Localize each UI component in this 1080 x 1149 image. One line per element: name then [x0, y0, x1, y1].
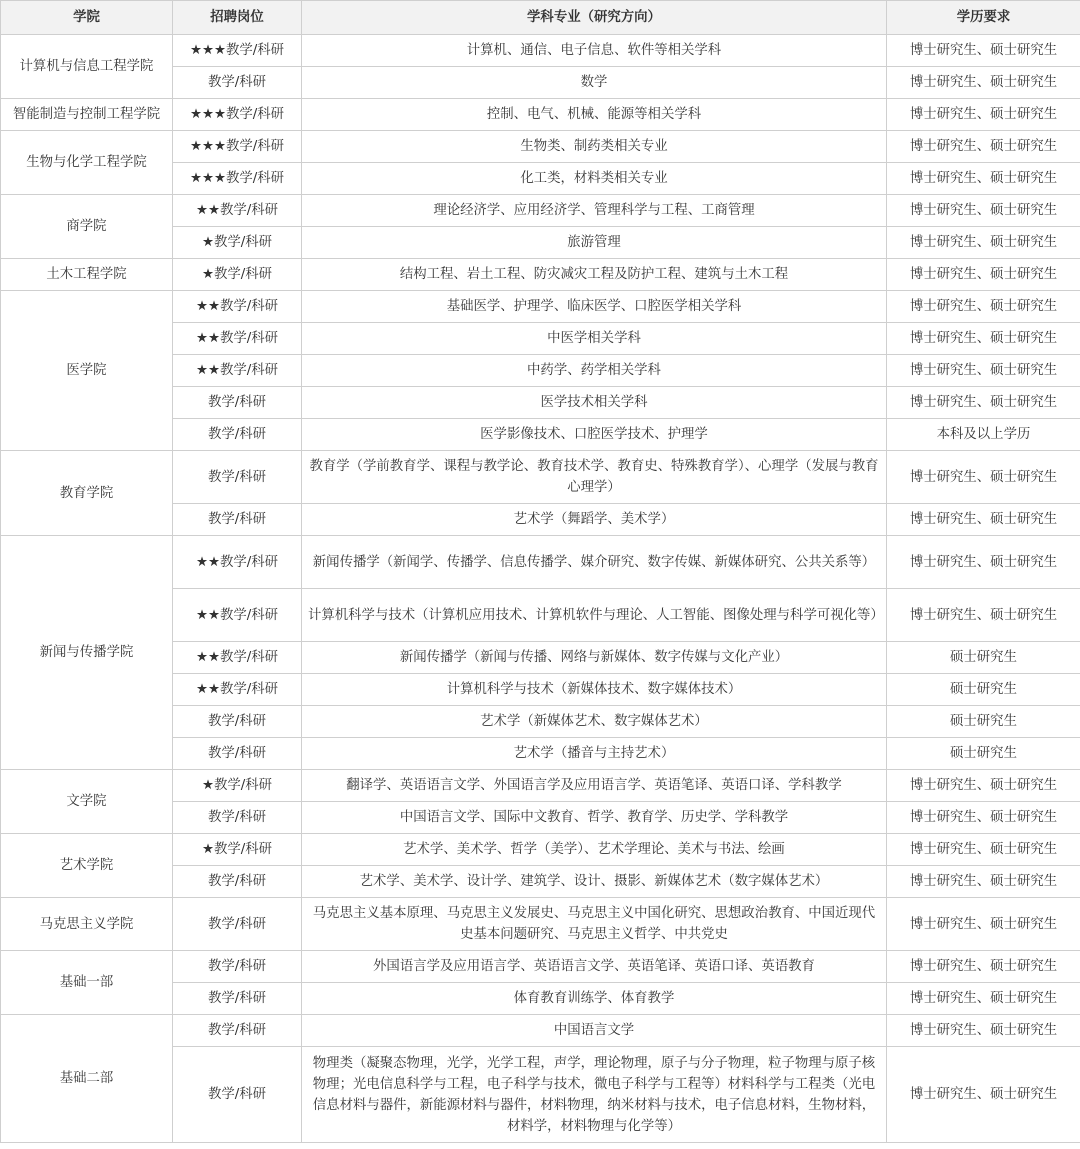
major-cell: 理论经济学、应用经济学、管理科学与工程、工商管理	[302, 195, 887, 227]
major-cell: 艺术学（播音与主持艺术）	[302, 738, 887, 770]
post-cell: ★★教学/科研	[173, 642, 302, 674]
post-cell: 教学/科研	[173, 898, 302, 951]
post-cell: ★★★教学/科研	[173, 163, 302, 195]
header-row	[1, 1, 1080, 35]
education-cell: 博士研究生、硕士研究生	[887, 983, 1080, 1015]
major-cell: 控制、电气、机械、能源等相关学科	[302, 99, 887, 131]
college-cell: 文学院	[1, 770, 173, 834]
post-cell: ★★教学/科研	[173, 674, 302, 706]
major-cell: 艺术学（新媒体艺术、数字媒体艺术）	[302, 706, 887, 738]
college-cell: 新闻与传播学院	[1, 536, 173, 770]
post-cell: 教学/科研	[173, 1047, 302, 1143]
education-cell: 博士研究生、硕士研究生	[887, 770, 1080, 802]
education-cell: 博士研究生、硕士研究生	[887, 951, 1080, 983]
table-row	[1, 99, 1080, 131]
education-cell: 博士研究生、硕士研究生	[887, 802, 1080, 834]
major-cell: 艺术学、美术学、哲学（美学）、艺术学理论、美术与书法、绘画	[302, 834, 887, 866]
major-cell: 基础医学、护理学、临床医学、口腔医学相关学科	[302, 291, 887, 323]
table-row	[1, 451, 1080, 504]
education-cell: 博士研究生、硕士研究生	[887, 898, 1080, 951]
table-body	[1, 35, 1080, 1143]
major-cell: 新闻传播学（新闻学、传播学、信息传播学、媒介研究、数字传媒、新媒体研究、公共关系等）	[302, 536, 887, 589]
education-cell: 博士研究生、硕士研究生	[887, 355, 1080, 387]
major-cell: 中国语言文学	[302, 1015, 887, 1047]
education-cell: 博士研究生、硕士研究生	[887, 35, 1080, 67]
post-cell: ★★教学/科研	[173, 195, 302, 227]
post-cell: 教学/科研	[173, 387, 302, 419]
major-cell: 计算机、通信、电子信息、软件等相关学科	[302, 35, 887, 67]
post-cell: 教学/科研	[173, 451, 302, 504]
education-cell: 博士研究生、硕士研究生	[887, 227, 1080, 259]
college-cell: 基础一部	[1, 951, 173, 1015]
college-cell: 生物与化学工程学院	[1, 131, 173, 195]
major-cell: 旅游管理	[302, 227, 887, 259]
college-cell: 基础二部	[1, 1015, 173, 1143]
college-cell: 艺术学院	[1, 834, 173, 898]
post-cell: 教学/科研	[173, 1015, 302, 1047]
header-major: 学科专业（研究方向）	[302, 1, 887, 35]
major-cell: 生物类、制药类相关专业	[302, 131, 887, 163]
major-cell: 计算机科学与技术（计算机应用技术、计算机软件与理论、人工智能、图像处理与科学可视化等）	[302, 589, 887, 642]
post-cell: 教学/科研	[173, 951, 302, 983]
major-cell: 中药学、药学相关学科	[302, 355, 887, 387]
education-cell: 博士研究生、硕士研究生	[887, 1015, 1080, 1047]
post-cell: ★★教学/科研	[173, 291, 302, 323]
post-cell: ★教学/科研	[173, 834, 302, 866]
college-cell: 医学院	[1, 291, 173, 451]
education-cell: 博士研究生、硕士研究生	[887, 504, 1080, 536]
post-cell: 教学/科研	[173, 67, 302, 99]
education-cell: 博士研究生、硕士研究生	[887, 451, 1080, 504]
major-cell: 教育学（学前教育学、课程与教学论、教育技术学、教育史、特殊教育学）、心理学（发展与教育心理学）	[302, 451, 887, 504]
post-cell: ★★教学/科研	[173, 355, 302, 387]
college-cell: 智能制造与控制工程学院	[1, 99, 173, 131]
major-cell: 化工类，材料类相关专业	[302, 163, 887, 195]
header-education: 学历要求	[887, 1, 1080, 35]
post-cell: 教学/科研	[173, 802, 302, 834]
college-cell: 教育学院	[1, 451, 173, 536]
post-cell: 教学/科研	[173, 419, 302, 451]
major-cell: 新闻传播学（新闻与传播、网络与新媒体、数字传媒与文化产业）	[302, 642, 887, 674]
major-cell: 外国语言学及应用语言学、英语语言文学、英语笔译、英语口译、英语教育	[302, 951, 887, 983]
education-cell: 博士研究生、硕士研究生	[887, 866, 1080, 898]
table-row	[1, 259, 1080, 291]
post-cell: ★教学/科研	[173, 770, 302, 802]
education-cell: 博士研究生、硕士研究生	[887, 323, 1080, 355]
major-cell: 翻译学、英语语言文学、外国语言学及应用语言学、英语笔译、英语口译、学科教学	[302, 770, 887, 802]
education-cell: 博士研究生、硕士研究生	[887, 1047, 1080, 1143]
college-cell: 计算机与信息工程学院	[1, 35, 173, 99]
education-cell: 博士研究生、硕士研究生	[887, 163, 1080, 195]
post-cell: 教学/科研	[173, 983, 302, 1015]
college-cell: 商学院	[1, 195, 173, 259]
post-cell: ★★★教学/科研	[173, 35, 302, 67]
post-cell: ★教学/科研	[173, 227, 302, 259]
education-cell: 硕士研究生	[887, 706, 1080, 738]
education-cell: 博士研究生、硕士研究生	[887, 131, 1080, 163]
table-row	[1, 291, 1080, 323]
education-cell: 博士研究生、硕士研究生	[887, 67, 1080, 99]
education-cell: 博士研究生、硕士研究生	[887, 834, 1080, 866]
post-cell: ★教学/科研	[173, 259, 302, 291]
header-post: 招聘岗位	[173, 1, 302, 35]
post-cell: ★★教学/科研	[173, 536, 302, 589]
major-cell: 物理类（凝聚态物理，光学，光学工程，声学，理论物理，原子与分子物理，粒子物理与原子核物理；光电信息科学与工程，电子科学与技术，微电子科学与工程等）材料科学与工程类（光电信息材料与器件，新能源材料与器件，材料物理，纳米材料与技术，电子信息材料，生物材料，材料学，材料物理与化学等）	[302, 1047, 887, 1143]
post-cell: 教学/科研	[173, 504, 302, 536]
table-row	[1, 131, 1080, 163]
college-cell: 土木工程学院	[1, 259, 173, 291]
major-cell: 医学技术相关学科	[302, 387, 887, 419]
post-cell: 教学/科研	[173, 738, 302, 770]
education-cell: 博士研究生、硕士研究生	[887, 387, 1080, 419]
college-cell: 马克思主义学院	[1, 898, 173, 951]
education-cell: 硕士研究生	[887, 738, 1080, 770]
post-cell: ★★教学/科研	[173, 589, 302, 642]
major-cell: 医学影像技术、口腔医学技术、护理学	[302, 419, 887, 451]
education-cell: 博士研究生、硕士研究生	[887, 99, 1080, 131]
major-cell: 艺术学（舞蹈学、美术学）	[302, 504, 887, 536]
post-cell: ★★★教学/科研	[173, 131, 302, 163]
education-cell: 硕士研究生	[887, 642, 1080, 674]
post-cell: ★★★教学/科研	[173, 99, 302, 131]
major-cell: 中医学相关学科	[302, 323, 887, 355]
table-row	[1, 536, 1080, 589]
header-college: 学院	[1, 1, 173, 35]
table-row	[1, 834, 1080, 866]
table-row	[1, 35, 1080, 67]
major-cell: 数学	[302, 67, 887, 99]
major-cell: 结构工程、岩土工程、防灾减灾工程及防护工程、建筑与土木工程	[302, 259, 887, 291]
education-cell: 本科及以上学历	[887, 419, 1080, 451]
post-cell: 教学/科研	[173, 706, 302, 738]
table-row	[1, 1015, 1080, 1047]
table-row	[1, 770, 1080, 802]
major-cell: 计算机科学与技术（新媒体技术、数字媒体技术）	[302, 674, 887, 706]
table-row	[1, 195, 1080, 227]
post-cell: 教学/科研	[173, 866, 302, 898]
table-row	[1, 898, 1080, 951]
education-cell: 硕士研究生	[887, 674, 1080, 706]
major-cell: 中国语言文学、国际中文教育、哲学、教育学、历史学、学科教学	[302, 802, 887, 834]
post-cell: ★★教学/科研	[173, 323, 302, 355]
table-row	[1, 951, 1080, 983]
education-cell: 博士研究生、硕士研究生	[887, 536, 1080, 589]
education-cell: 博士研究生、硕士研究生	[887, 195, 1080, 227]
major-cell: 马克思主义基本原理、马克思主义发展史、马克思主义中国化研究、思想政治教育、中国近现代史基本问题研究、马克思主义哲学、中共党史	[302, 898, 887, 951]
education-cell: 博士研究生、硕士研究生	[887, 291, 1080, 323]
education-cell: 博士研究生、硕士研究生	[887, 589, 1080, 642]
education-cell: 博士研究生、硕士研究生	[887, 259, 1080, 291]
major-cell: 体育教育训练学、体育教学	[302, 983, 887, 1015]
major-cell: 艺术学、美术学、设计学、建筑学、设计、摄影、新媒体艺术（数字媒体艺术）	[302, 866, 887, 898]
